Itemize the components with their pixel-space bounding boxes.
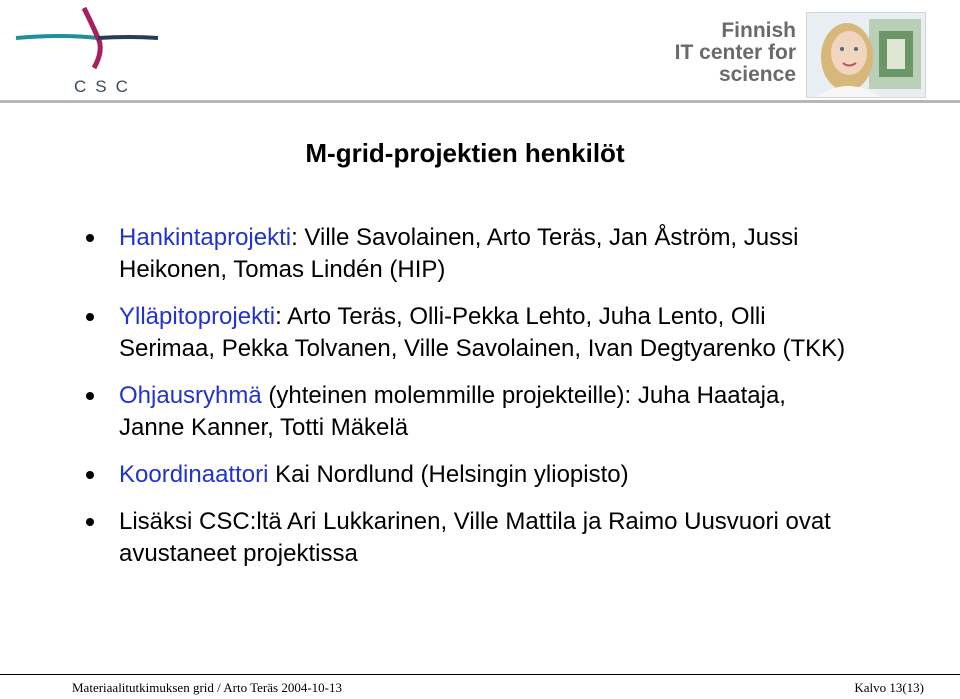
bullet-dot-icon xyxy=(86,313,94,321)
bullet-item xyxy=(84,222,854,286)
footer-left-text: Materiaalitutkimuksen grid / Arto Teräs 2004-10-13 xyxy=(72,680,342,695)
bullet-dot-icon xyxy=(86,518,94,526)
csc-logo-mark-icon xyxy=(12,4,162,74)
tagline-line-2: IT center for xyxy=(674,41,796,64)
bullet-item xyxy=(84,506,854,570)
bullet-highlight: Ohjausryhmä xyxy=(119,382,262,409)
scientist-photo-icon xyxy=(807,13,925,97)
bullet-highlight: Hankintaprojekti xyxy=(119,224,292,251)
bullet-highlight: Ylläpitoprojekti xyxy=(119,303,276,330)
tagline-line-1: Finnish xyxy=(721,19,796,42)
logo-text: CSC xyxy=(74,77,137,96)
bullet-dot-icon xyxy=(86,471,94,479)
footer-divider xyxy=(0,674,960,675)
csc-logo xyxy=(12,4,162,96)
bullet-dot-icon xyxy=(86,234,94,242)
bullet-item xyxy=(84,459,854,491)
bullet-dot-icon xyxy=(86,392,94,400)
bullet-list xyxy=(84,222,854,585)
scientist-photo xyxy=(806,12,926,98)
bullet-text: Lisäksi CSC:ltä Ari Lukkarinen, Ville Mattila ja Raimo Uusvuori ovat avustaneet projektissa xyxy=(119,508,831,567)
bullet-item xyxy=(84,301,854,365)
bullet-text: : Arto Teräs, Olli-Pekka Lehto, Juha Lento, Olli Serimaa, Pekka Tolvanen, Ville Savolainen, Ivan Degtyarenko (TKK) xyxy=(119,303,846,362)
header-divider xyxy=(0,100,960,103)
bullet-text: Kai Nordlund (Helsingin yliopisto) xyxy=(268,461,629,488)
bullet-item xyxy=(84,380,854,444)
slide-number: Kalvo 13(13) xyxy=(854,680,924,695)
tagline xyxy=(620,20,796,86)
tagline-line-3: science xyxy=(718,63,796,86)
slide-header xyxy=(0,0,960,104)
bullet-highlight: Koordinaattori xyxy=(119,461,269,488)
bullet-text: (yhteinen molemmille projekteille): Juha Haataja, Janne Kanner, Totti Mäkelä xyxy=(119,382,786,441)
slide-title: M-grid-projektien henkilöt xyxy=(305,138,625,168)
bullet-text: : Ville Savolainen, Arto Teräs, Jan Åström, Jussi Heikonen, Tomas Lindén (HIP) xyxy=(119,224,799,283)
